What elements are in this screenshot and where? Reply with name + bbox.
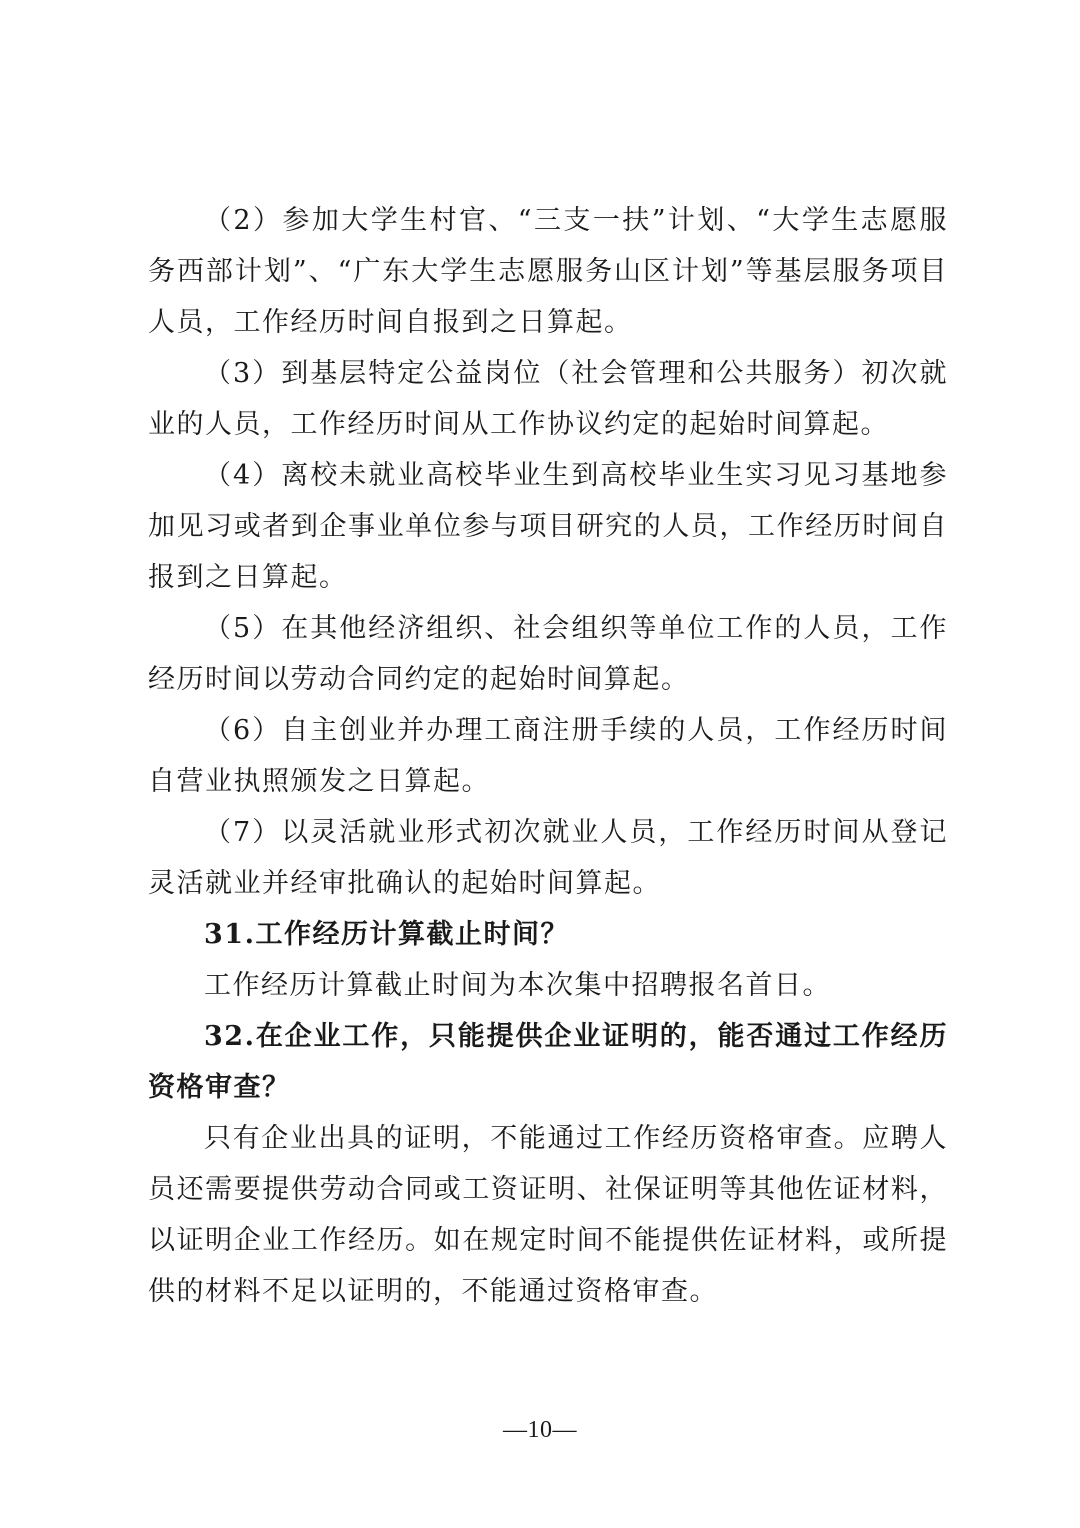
answer-paragraph: 只有企业出具的证明，不能通过工作经历资格审查。应聘人员还需要提供劳动合同或工资证明、社保证明等其他佐证材料，以证明企业工作经历。如在规定时间不能提供佐证材料，或所提供的材料不足以证明的，不能通过资格审查。 <box>148 1123 948 1307</box>
list-item: （7）以灵活就业形式初次就业人员，工作经历时间从登记灵活就业并经审批确认的起始时间算起。 <box>148 817 948 899</box>
list-item: （6）自主创业并办理工商注册手续的人员，工作经历时间自营业执照颁发之日算起。 <box>148 715 948 797</box>
question-heading: 32.在企业工作，只能提供企业证明的，能否通过工作经历资格审查？ <box>148 1021 948 1103</box>
list-item: （5）在其他经济组织、社会组织等单位工作的人员，工作经历时间以劳动合同约定的起始时间算起。 <box>148 613 948 695</box>
list-item: （4）离校未就业高校毕业生到高校毕业生实习见习基地参加见习或者到企事业单位参与项目研究的人员，工作经历时间自报到之日算起。 <box>148 460 948 593</box>
question-heading: 31.工作经历计算截止时间？ <box>204 919 569 950</box>
list-item: （3）到基层特定公益岗位（社会管理和公共服务）初次就业的人员，工作经历时间从工作协议约定的起始时间算起。 <box>148 358 948 440</box>
document-body <box>148 195 948 1317</box>
list-item: （2）参加大学生村官、“三支一扶”计划、“大学生志愿服务西部计划”、“广东大学生志愿服务山区计划”等基层服务项目人员，工作经历时间自报到之日算起。 <box>148 205 948 338</box>
answer-paragraph: 工作经历计算截止时间为本次集中招聘报名首日。 <box>204 970 831 1001</box>
page-number: —10— <box>503 1417 577 1443</box>
